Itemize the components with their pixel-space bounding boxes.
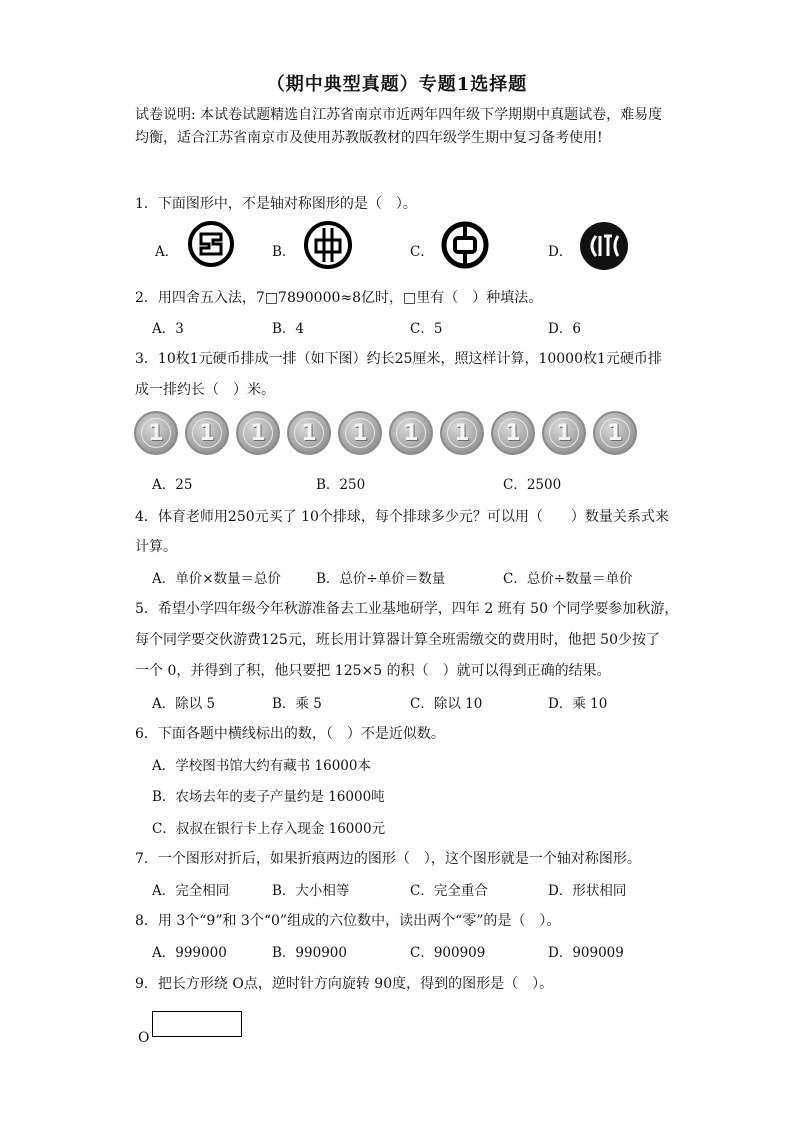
rectangle-figure [152,1011,242,1037]
intro-line-2: 均衡，适合江苏省南京市及使用苏教版教材的四年级学生期中复习备考使用! [135,130,603,146]
citic-logo-icon [578,220,630,272]
q1-option-c: C． [410,244,434,260]
boc-logo-icon [440,220,490,270]
q8-option-a: A．999000 [152,945,227,961]
q6-option-b: B．农场去年的麦子产量约是 16000吨 [152,789,385,805]
q5-option-b: B．乘 5 [272,696,322,712]
q4-option-a: A．单价×数量＝总价 [152,571,282,587]
q2-option-c: C．5 [410,321,443,337]
question-4-stem-line-1: 4．体育老师用250元买了 10个排球，每个排球多少元？可以用（ ）数量关系式来 [135,509,669,525]
q5-option-d: D．乘 10 [548,696,608,712]
coin-4-icon: 1 [287,411,331,455]
intro-line-1: 试卷说明: 本试卷试题精选自江苏省南京市近两年四年级下学期期中真题试卷，难易度 [135,107,663,123]
question-5-stem-line-1: 5．希望小学四年级今年秋游准备去工业基地研学，四年 2 班有 50 个同学要参加秋游， [135,601,679,617]
q4-option-c: C．总价÷数量＝单价 [503,571,633,587]
icbc-logo-icon [187,220,235,268]
q8-option-c: C．900909 [410,945,486,961]
q8-option-d: D．909009 [548,945,624,961]
coin-9-icon: 1 [542,411,586,455]
question-3-stem-line-2: 成一排约长（ ）米。 [135,382,275,398]
abc-logo-icon [303,220,353,270]
q4-option-b: B．总价÷单价＝数量 [316,571,446,587]
question-8-stem: 8．用 3个“9”和 3个“0”组成的六位数中，读出两个“零”的是（ ）。 [135,913,561,929]
q2-option-d: D．6 [548,321,581,337]
q3-option-c: C．2500 [503,477,562,493]
q3-option-a: A．25 [152,477,193,493]
q2-option-b: B．4 [272,321,305,337]
q1-option-b: B． [272,244,296,260]
question-7-stem: 7．一个图形对折后，如果折痕两边的图形（ ），这个图形就是一个轴对称图形。 [135,851,641,867]
point-o-label: O [138,1030,150,1046]
question-5-stem-line-3: 一个 0，并得到了积，他只要把 125×5 的积（ ）就可以得到正确的结果。 [135,663,611,679]
q2-option-a: A．3 [152,321,184,337]
q7-option-a: A．完全相同 [152,883,230,899]
page-title: （期中典型真题）专题1选择题 [266,74,528,95]
q7-option-d: D．形状相同 [548,883,627,899]
coin-5-icon: 1 [338,411,382,455]
q6-option-c: C．叔叔在银行卡上存入现金 16000元 [152,821,386,837]
q3-option-b: B．250 [316,477,366,493]
question-9-stem: 9．把长方形绕 O点，逆时针方向旋转 90度，得到的图形是（ ）。 [135,976,554,992]
coin-7-icon: 1 [440,411,484,455]
q5-option-c: C．除以 10 [410,696,483,712]
q7-option-b: B．大小相等 [272,883,350,899]
q1-option-a: A． [155,244,179,260]
q1-option-d: D． [548,244,573,260]
coin-10-icon: 1 [593,411,637,455]
question-4-stem-line-2: 计算。 [135,539,177,555]
q7-option-c: C．完全重合 [410,883,488,899]
question-6-stem: 6．下面各题中横线标出的数，（ ）不是近似数。 [135,726,445,742]
coin-2-icon: 1 [185,411,229,455]
question-1-stem: 1．下面图形中，不是轴对称图形的是（ ）。 [135,196,417,212]
coin-6-icon: 1 [389,411,433,455]
coin-8-icon: 1 [491,411,535,455]
coin-3-icon: 1 [236,411,280,455]
question-2-stem: 2．用四舍五入法，7□7890000≈8亿时，□里有（ ）种填法。 [135,290,543,306]
q8-option-b: B．990900 [272,945,347,961]
coin-1-icon: 1 [134,411,178,455]
question-3-stem-line-1: 3．10枚1元硬币排成一排（如下图）约长25厘米，照这样计算，10000枚1元硬币排 [135,351,662,367]
q5-option-a: A．除以 5 [152,696,216,712]
q6-option-a: A．学校图书馆大约有藏书 16000本 [152,758,371,774]
question-5-stem-line-2: 每个同学要交伙游费125元，班长用计算器计算全班需缴交的费用时，他把 50少按了 [135,632,660,648]
